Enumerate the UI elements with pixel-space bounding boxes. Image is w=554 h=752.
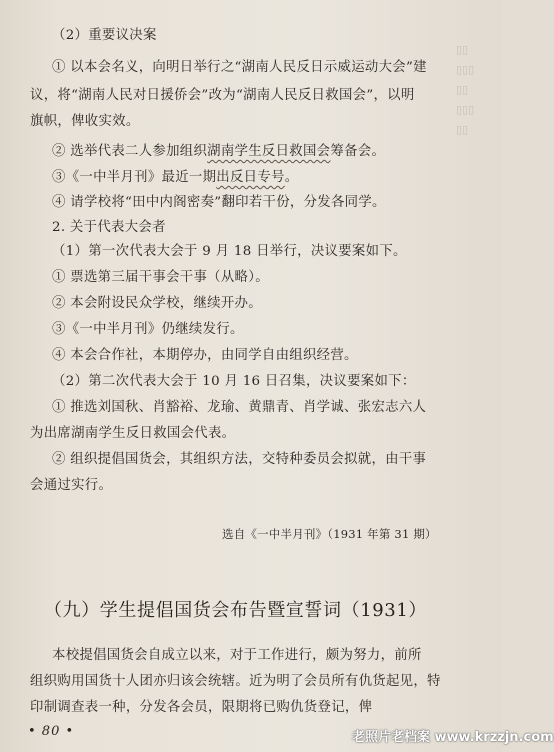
text-line: （1）第一次代表大会于 9 月 18 日举行，决议要案如下。 <box>52 244 407 259</box>
text-line: 旗帜，俾收实效。 <box>30 114 140 129</box>
section-heading: （九）学生提倡国货会布告暨宣誓词（1931） <box>44 600 428 621</box>
text-segment: ② 选举代表二人参加组织 <box>52 144 208 159</box>
source-citation: 选自《一中半月刊》（1931 年第 31 期） <box>222 527 437 541</box>
text-line: 印制调查表一种，分发各会员，限期将已购仇货登记，俾 <box>30 700 373 715</box>
text-line: ② 本会附设民众学校，继续开办。 <box>52 296 262 311</box>
text-line: ④ 请学校将“田中内阁密奏”翻印若干份，分发各同学。 <box>52 195 386 210</box>
underlined-text: 出反日专号 <box>216 170 285 185</box>
text-line: （2）重要议决案 <box>52 28 157 43</box>
text-line: ③《一中半月刊》仍继续发行。 <box>52 322 244 337</box>
underlined-text: 湖南学生反日救国会 <box>207 144 331 159</box>
text-line: ① 票选第三届干事会干事（从略）。 <box>52 270 269 285</box>
text-line: ④ 本会合作社，本期停办，由同学自由组织经营。 <box>52 348 358 363</box>
text-line <box>52 168 298 188</box>
text-line: 议，将“湖南人民对日援侨会”改为“湖南人民反日救国会”，以明 <box>30 88 415 103</box>
text-line: 2. 关于代表大会者 <box>52 220 166 235</box>
bleed-through-text: ▯▯ ▯▯▯ ▯▯ ▯▯▯ ▯▯ <box>456 43 475 136</box>
text-line: ① 以本会名义，向明日举行之“湖南人民反日示威运动大会”建 <box>52 60 427 75</box>
text-segment: ③《一中半月刊》最近一期 <box>52 170 217 185</box>
page-number: • 80 • <box>28 724 75 739</box>
text-line: 组织购用国货十人团亦归该会统辖。近为明了会员所有仇货起见，特 <box>30 674 441 689</box>
text-line: ① 推选刘国秋、肖豁裕、龙瑜、黄鼎青、肖学诚、张宏志六人 <box>52 400 427 415</box>
text-line: ② 组织提倡国货会，其组织方法，交特种委员会拟就，由干事 <box>52 452 427 467</box>
text-line <box>52 142 385 162</box>
text-segment: 。 <box>284 170 299 185</box>
text-segment: 筹备会。 <box>330 144 386 159</box>
text-line: 会通过实行。 <box>30 478 113 493</box>
text-line: 本校提倡国货会自成立以来，对于工作进行，颇为努力，前所 <box>52 648 422 663</box>
text-line: （2）第二次代表大会于 10 月 16 日召集，决议要案如下： <box>52 374 416 389</box>
watermark: 老照片老档案 www.krzzjn.com <box>352 730 554 745</box>
text-line: 为出席湖南学生反日救国会代表。 <box>30 426 236 441</box>
